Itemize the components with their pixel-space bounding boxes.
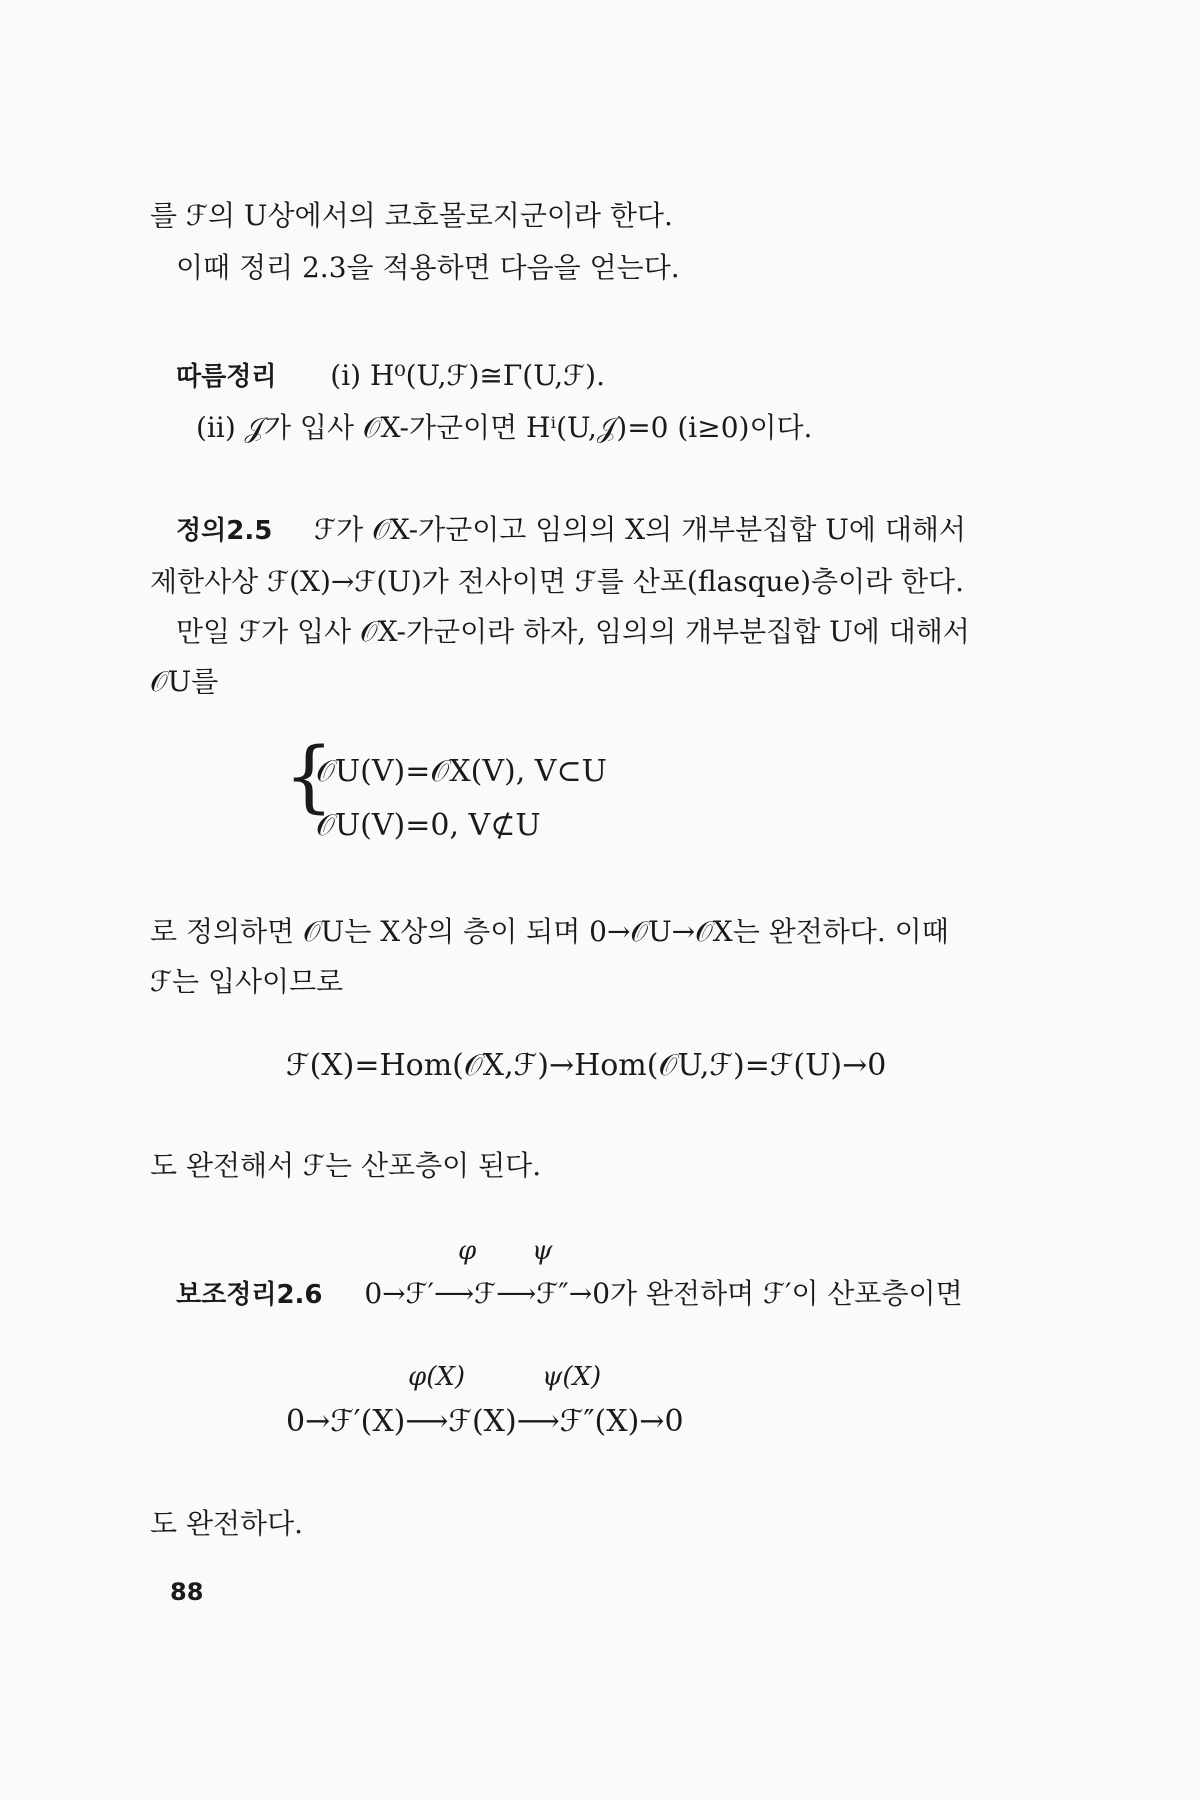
hom-equation: ℱ(X)=Hom(𝒪X,ℱ)→Hom(𝒪U,ℱ)=ℱ(U)→0	[286, 1048, 887, 1083]
exact-sequence: 0→ℱ′(X)⟶ℱ(X)⟶ℱ″(X)→0	[286, 1404, 684, 1439]
corollary-statement-2: (ⅱ) 𝒥가 입사 𝒪X-가군이면 Hⁱ(U,𝒥)=0 (i≥0)이다.	[196, 411, 813, 444]
text-line-4: 𝒪U를	[150, 665, 219, 698]
corollary-statement-1: (ⅰ) H⁰(U,ℱ)≅Γ(U,ℱ).	[330, 359, 605, 392]
corollary-label: 따름정리	[176, 362, 277, 392]
page-number: 88	[170, 1578, 204, 1606]
case-line-1: 𝒪U(V)=𝒪X(V), V⊂U	[316, 754, 607, 789]
definition-text-2: 제한사상 ℱ(X)→ℱ(U)가 전사이면 ℱ를 산포(flasque)층이라 한다.	[150, 565, 965, 598]
text-line-1: 를 ℱ의 U상에서의 코호몰로지군이라 한다.	[150, 199, 673, 232]
psi-label: ψ	[532, 1236, 553, 1266]
lemma-label: 보조정리2.6	[176, 1280, 323, 1310]
lemma-statement: 0→ℱ′⟶ℱ⟶ℱ″→0가 완전하며 ℱ′이 산포층이면	[364, 1277, 963, 1310]
phi-label: φ	[458, 1236, 477, 1266]
text-line-2: 이때 정리 2.3을 적용하면 다음을 얻는다.	[176, 251, 680, 284]
lemma-line	[176, 1274, 963, 1315]
text-line-3: 만일 ℱ가 입사 𝒪X-가군이라 하자, 임의의 개부분집합 U에 대해서	[176, 615, 970, 648]
text-line-7: 도 완전해서 ℱ는 산포층이 된다.	[150, 1149, 542, 1182]
definition-line-1	[176, 510, 966, 551]
left-brace: {	[284, 732, 334, 822]
definition-label: 정의2.5	[176, 516, 273, 546]
text-line-8: 도 완전하다.	[150, 1507, 304, 1540]
definition-text-1: ℱ가 𝒪X-가군이고 임의의 X의 개부분집합 U에 대해서	[314, 513, 966, 546]
case-line-2: 𝒪U(V)=0, V⊄U	[316, 808, 541, 843]
psi-x-label: ψ(X)	[542, 1362, 602, 1392]
text-line-5: 로 정의하면 𝒪U는 X상의 층이 되며 0→𝒪U→𝒪X는 완전하다. 이때	[150, 915, 949, 948]
corollary-line-1	[176, 356, 605, 397]
text-line-6: ℱ는 입사이므로	[150, 965, 344, 998]
phi-x-label: φ(X)	[408, 1362, 466, 1392]
